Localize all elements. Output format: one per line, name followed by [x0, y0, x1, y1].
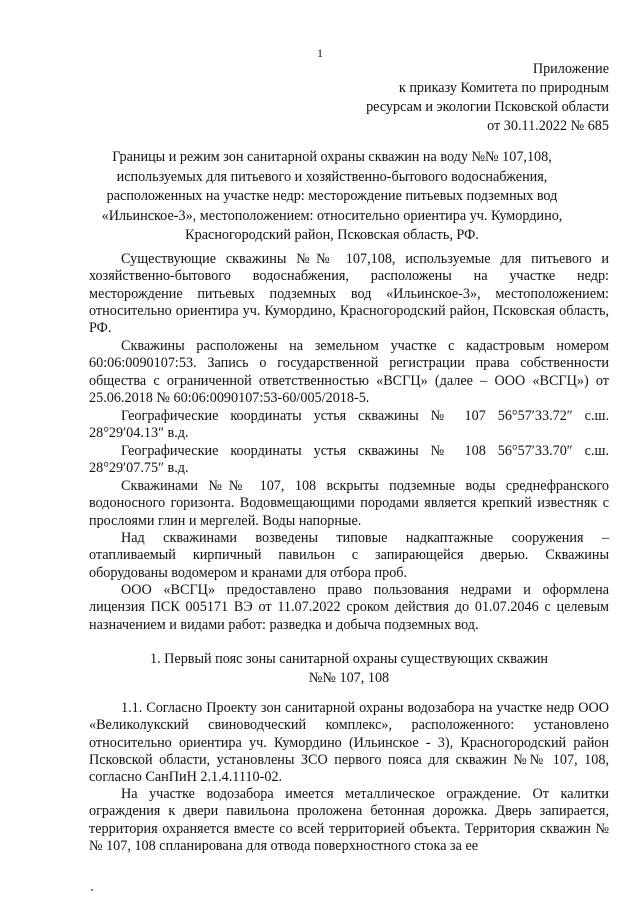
paragraph-text: Над скважинами возведены типовые надкаптажные сооружения – отапливаемый кирпичный павильон с запирающейся дверью. Скважины оборудованы водомером и кранами для отбора проб. — [89, 530, 609, 581]
scan-speck — [91, 889, 93, 891]
paragraph-text: ООО «ВСГЦ» предоставлено право пользования недрами и оформлена лицензия ПСК 005171 ВЭ от 11.07.2022 сроком действия до 01.07.2046 с целевым назначением и видами работ: разведка и добыча подземных вод. — [89, 582, 609, 633]
paragraph-coordinates-108 — [89, 443, 609, 478]
paragraph-text: Существующие скважины №№ 107,108, используемые для питьевого и хозяйственно-бытового водоснабжения, расположены на участке недр: месторождение питьевых подземных вод «Ильинское-3», местоположением: относительно ориентира уч. Кумордино, Красногородский район, Псковская область, РФ. — [89, 251, 609, 337]
paragraph-pavilion — [89, 530, 609, 582]
paragraph-aquifer — [89, 478, 609, 530]
appendix-header — [366, 60, 609, 136]
appendix-line-2: к приказу Комитета по природным — [398, 80, 609, 96]
paragraph-text: Скважинами №№ 107, 108 вскрыты подземные воды среднефранского водоносного горизонта. Водовмещающими породами является крепкий известняк с прослоями глин и мергелей. Воды напорные. — [89, 478, 609, 529]
paragraph-fence — [89, 786, 609, 855]
page-number: 1 — [317, 46, 323, 60]
paragraph-land-plot — [89, 338, 609, 407]
paragraph-text: Географические координаты устья скважины № 108 56°57′33.70″ с.ш. 28°29′07.75″ в.д. — [89, 443, 609, 477]
paragraph-existing-wells — [89, 251, 609, 337]
paragraph-text: На участке водозабора имеется металлическое ограждение. От калитки ограждения к двери павильона проложена бетонная дорожка. Дверь запирается, территория охраняется вместе со всей территорией объекта. Территория скважин №№ 107, 108 спланирована для отвода поверхностного стока за ее — [89, 786, 609, 854]
appendix-line-1: Приложение — [532, 61, 609, 77]
paragraph-coordinates-107 — [89, 408, 609, 443]
appendix-line-4: от 30.11.2022 № 685 — [487, 118, 609, 134]
paragraph-license — [89, 582, 609, 634]
section-heading-line-1: 1. Первый пояс зоны санитарной охраны существующих скважин — [149, 651, 549, 667]
appendix-line-3: ресурсам и экологии Псковской области — [366, 99, 609, 115]
section-heading-line-2: №№ 107, 108 — [308, 670, 390, 686]
document-title: Границы и режим зон санитарной охраны скважин на воду №№ 107,108, используемых для питьевого и хозяйственно-бытового водоснабжения, расположенных на участке недр: месторождение питьевых подземных вод «Ильинское-3», местоположением: относительно ориентира уч. Кумордино, Красногородский район, Псковская область, РФ. — [101, 149, 563, 243]
paragraph-text: Скважины расположены на земельном участке с кадастровым номером 60:06:0090107:53. Запись о государственной регистрации права собственности общества с ограниченной ответственностью «ВСГЦ» (далее – ООО «ВСГЦ») от 25.06.2018 № 60:06:0090107:53-60/005/2018-5. — [89, 338, 609, 406]
paragraph-sanitary-zone-project — [89, 700, 609, 786]
paragraph-text: 1.1. Согласно Проекту зон санитарной охраны водозабора на участке недр ООО «Великолукский свиноводческий комплекс», расположенного: установлено относительно ориентира уч. Кумордино (Ильинское - 3), Красногородский район Псковской области, установлены ЗСО первого пояса для скважин №№ 107, 108, согласно СанПиН 2.1.4.1110-02. — [89, 700, 609, 786]
section-heading — [89, 650, 609, 688]
paragraph-text: Географические координаты устья скважины № 107 56°57′33.72″ с.ш. 28°29′04.13″ в.д. — [89, 408, 609, 442]
